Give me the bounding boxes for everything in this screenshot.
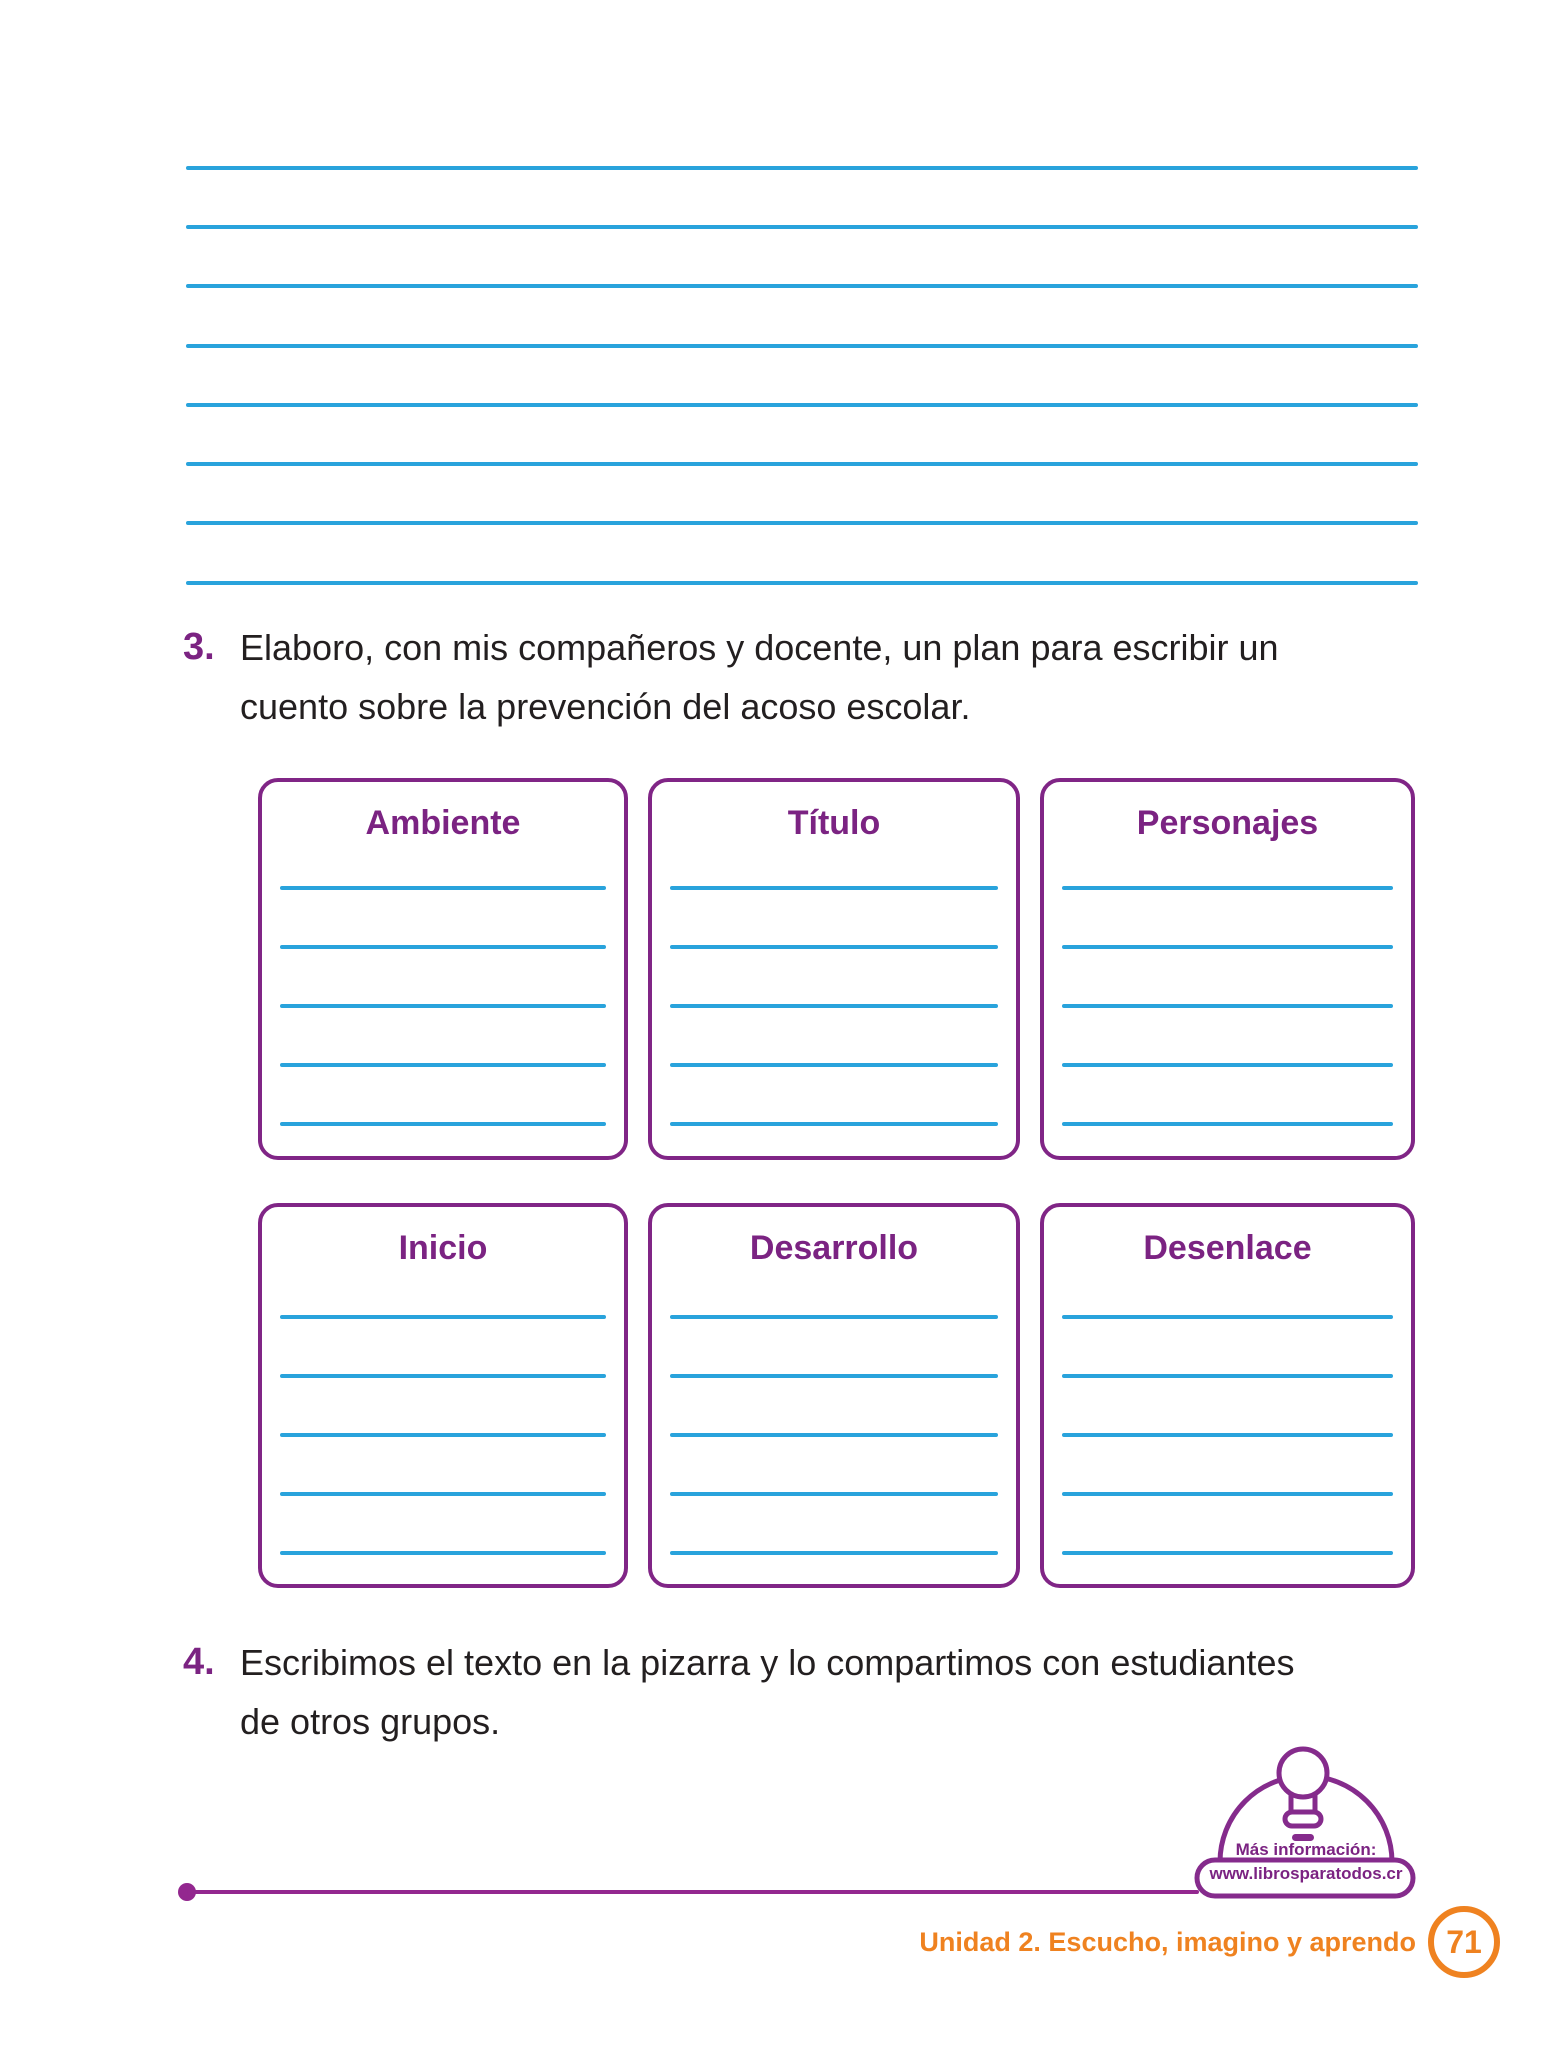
box-writing-line: [670, 1315, 998, 1319]
box-writing-line: [1062, 1551, 1393, 1555]
box-writing-line: [670, 945, 998, 949]
plan-box-inicio: [258, 1203, 628, 1588]
box-writing-line: [1062, 1433, 1393, 1437]
writing-line: [186, 403, 1418, 407]
box-writing-line: [1062, 1122, 1393, 1126]
writing-line: [186, 462, 1418, 466]
box-writing-line: [1062, 886, 1393, 890]
box-writing-line: [280, 886, 606, 890]
item-3-text-line2: cuento sobre la prevención del acoso escolar.: [240, 686, 971, 727]
item-4-number: 4.: [183, 1641, 215, 1683]
item-4-text: [240, 1633, 1294, 1751]
box-writing-line: [280, 1492, 606, 1496]
box-writing-line: [280, 1551, 606, 1555]
info-badge-caption: Más información:: [1235, 1840, 1377, 1859]
box-writing-line: [670, 1063, 998, 1067]
plan-box-personajes: [1040, 778, 1415, 1160]
item-3-text: [240, 618, 1279, 736]
box-writing-line: [1062, 1492, 1393, 1496]
writing-line: [186, 166, 1418, 170]
writing-line: [186, 225, 1418, 229]
unit-label: Unidad 2. Escucho, imagino y aprendo: [919, 1926, 1416, 1957]
plan-box-desarrollo: [648, 1203, 1020, 1588]
page-footer: [919, 1906, 1500, 1978]
box-writing-line: [280, 1122, 606, 1126]
item-3-text-line1: Elaboro, con mis compañeros y docente, un plan para escribir un: [240, 627, 1279, 668]
box-writing-line: [670, 1004, 998, 1008]
plan-box-title: Desenlace: [1143, 1229, 1312, 1267]
box-writing-line: [280, 945, 606, 949]
writing-line: [186, 344, 1418, 348]
page-number-badge: [1428, 1906, 1500, 1978]
box-writing-line: [1062, 1004, 1393, 1008]
plan-box-title: Ambiente: [365, 804, 521, 842]
item-3-number: 3.: [183, 626, 215, 668]
box-writing-line: [1062, 1063, 1393, 1067]
box-writing-line: [280, 1063, 606, 1067]
box-writing-line: [280, 1004, 606, 1008]
plan-box-titulo: [648, 778, 1020, 1160]
info-badge: [1190, 1738, 1422, 1900]
item-4-text-line2: de otros grupos.: [240, 1701, 501, 1742]
plan-box-title: Personajes: [1136, 804, 1319, 842]
instruction-item-3: [183, 618, 1279, 736]
box-writing-line: [670, 1492, 998, 1496]
plan-box-title: Desarrollo: [749, 1229, 919, 1267]
item-4-text-line1: Escribimos el texto en la pizarra y lo compartimos con estudiantes: [240, 1642, 1295, 1683]
plan-box-title: Inicio: [398, 1229, 488, 1267]
box-writing-line: [1062, 945, 1393, 949]
box-writing-line: [1062, 1374, 1393, 1378]
box-writing-line: [670, 1122, 998, 1126]
instruction-item-4: [183, 1633, 1294, 1751]
box-writing-line: [280, 1374, 606, 1378]
plan-box-desenlace: [1040, 1203, 1415, 1588]
writing-line: [186, 581, 1418, 585]
writing-line: [186, 521, 1418, 525]
box-writing-line: [280, 1433, 606, 1437]
divider-rule: [187, 1890, 1199, 1894]
box-writing-line: [670, 1374, 998, 1378]
plan-box-ambiente: [258, 778, 628, 1160]
page-number: 71: [1446, 1923, 1482, 1960]
writing-line: [186, 284, 1418, 288]
box-writing-line: [670, 886, 998, 890]
info-badge-url: www.librosparatodos.cr: [1209, 1864, 1403, 1883]
plan-box-title: Título: [787, 804, 881, 842]
box-writing-line: [670, 1551, 998, 1555]
box-writing-line: [670, 1433, 998, 1437]
box-writing-line: [1062, 1315, 1393, 1319]
box-writing-line: [280, 1315, 606, 1319]
